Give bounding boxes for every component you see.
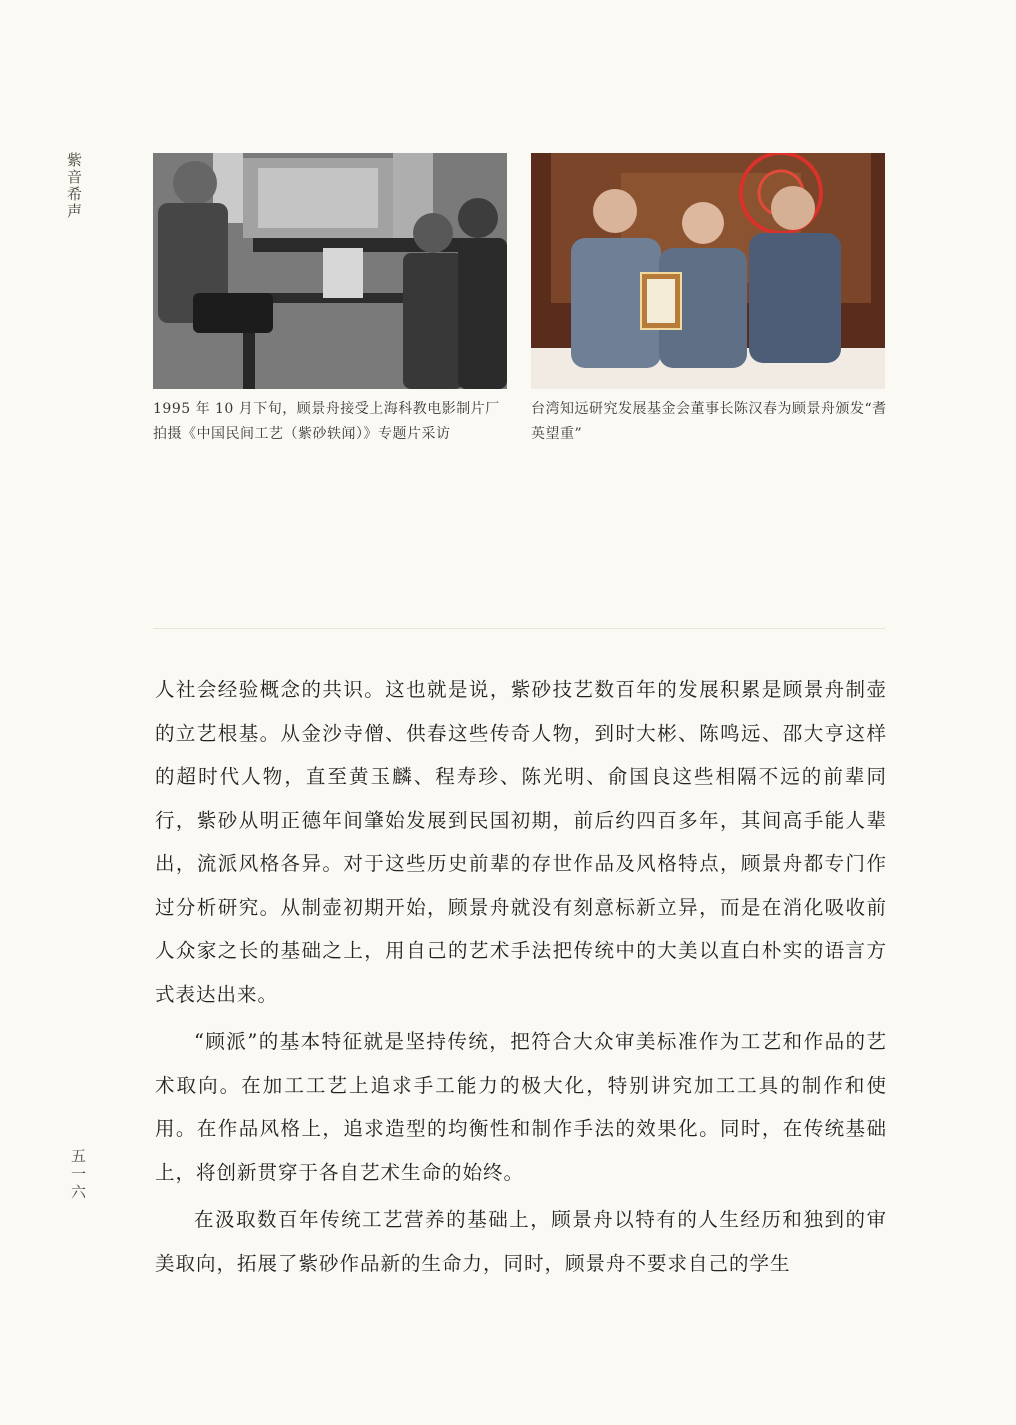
photo-interview — [153, 153, 507, 389]
paragraph-continued: 人社会经验概念的共识。这也就是说，紫砂技艺数百年的发展积累是顾景舟制壶的立艺根基。从金沙寺僧、供春这些传奇人物，到时大彬、陈鸣远、邵大亨这样的超时代人物，直至黄玉麟、程寿珍、陈光明、俞国良这些相隔不远的前辈同行，紫砂从明正德年间肇始发展到民国初期，前后约四百多年，其间高手能人辈出，流派风格各异。对于这些历史前辈的存世作品及风格特点，顾景舟都专门作过分析研究。从制壶初期开始，顾景舟就没有刻意标新立异，而是在消化吸收前人众家之长的基础之上，用自己的艺术手法把传统中的大美以直白朴实的语言方式表达出来。 — [155, 678, 887, 1006]
interview-scene-illustration — [153, 153, 507, 389]
award-scene-illustration — [531, 153, 885, 389]
photo-caption-award: 台湾知远研究发展基金会董事长陈汉春为顾景舟颁发“耆英望重” — [531, 401, 887, 442]
paragraph-gu-school: “顾派”的基本特征就是坚持传统，把符合大众审美标准作为工艺和作品的艺术取向。在加工工艺上追求手工能力的极大化，特别讲究加工工具的制作和使用。在作品风格上，追求造型的均衡性和制作手法的效果化。同时，在传统基础上，将创新贯穿于各自艺术生命的始终。 — [155, 1030, 887, 1184]
photo-award-ceremony — [531, 153, 885, 389]
section-divider — [153, 628, 885, 629]
main-text-body — [155, 668, 887, 1289]
paragraph-tradition: 在汲取数百年传统工艺营养的基础上，顾景舟以特有的人生经历和独到的审美取向，拓展了紫砂作品新的生命力，同时，顾景舟不要求自己的学生 — [155, 1208, 887, 1275]
book-title-vertical: 紫音希声 — [65, 152, 83, 220]
photo-caption-interview: 1995 年 10 月下旬，顾景舟接受上海科教电影制片厂拍摄《中国民间工艺（紫砂轶闻）》专题片采访 — [153, 401, 500, 442]
page-number: 五一六 — [69, 1148, 87, 1202]
